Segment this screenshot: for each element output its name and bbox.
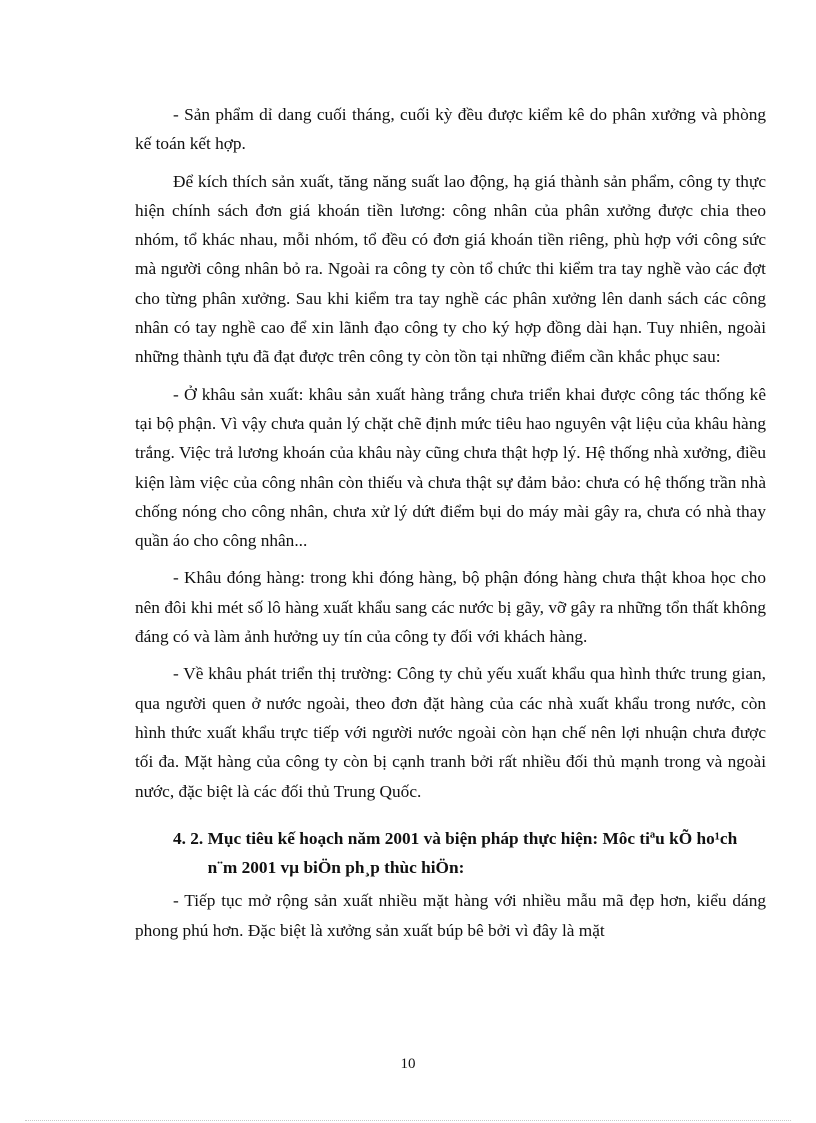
paragraph-piece-rate-wages: Để kích thích sản xuất, tăng năng suất lao động, hạ giá thành sản phẩm, công ty thực hiện chính sách đơn giá khoán tiền lương: công nhân của phân xưởng được chia theo nhóm, tổ khác nhau, mỗi nhóm, tổ đều có đơn giá khoán tiền riêng, phù hợp với công sức mà người công nhân bỏ ra. Ngoài ra công ty còn tổ chức thi kiểm tra tay nghề vào các đợt cho từng phân xưởng. Sau khi kiểm tra tay nghề các phân xưởng lên danh sách các công nhân có tay nghề cao để xin lãnh đạo công ty cho ký hợp đồng dài hạn. Tuy nhiên, ngoài những thành tựu đã đạt được trên công ty còn tồn tại những điểm cần khắc phục sau: <box>135 171 766 367</box>
section-heading <box>135 824 766 883</box>
paragraph-market-development: - Về khâu phát triển thị trường: Công ty chủ yếu xuất khẩu qua hình thức trung gian, qua người quen ở nước ngoài, theo đơn đặt hàng của các nhà xuất khẩu trong nước, còn hình thức xuất khẩu trực tiếp với người nước ngoài còn hạn chế nên lợi nhuận chưa được tối đa. Mặt hàng của công ty còn bị cạnh tranh bởi rất nhiều đối thủ mạnh trong và ngoài nước, đặc biệt là các đối thủ Trung Quốc. <box>135 664 766 801</box>
body-text <box>135 100 766 953</box>
page-number: 10 <box>400 1056 416 1072</box>
paragraph-expand-production: - Tiếp tục mở rộng sản xuất nhiều mặt hàng với nhiều mẫu mã đẹp hơn, kiểu dáng phong phú hơn. Đặc biệt là xưởng sản xuất búp bê bởi vì đây là mặt <box>135 891 766 940</box>
page-bottom-rule <box>25 1120 791 1121</box>
paragraph-packing-stage: - Khâu đóng hàng: trong khi đóng hàng, bộ phận đóng hàng chưa thật khoa học cho nên đôi khi mét số lô hàng xuất khẩu sang các nước bị gãy, vỡ gây ra những tổn thất không đáng có và làm ảnh hưởng uy tín của công ty đối với khách hàng. <box>135 568 766 647</box>
section-title: Mục tiêu kế hoạch năm 2001 và biện pháp thực hiện: Môc tiªu kÕ ho¹ch n¨m 2001 vµ biÖn ph¸p thùc hiÖn: <box>207 828 738 878</box>
paragraph-production-stage: - Ở khâu sản xuất: khâu sản xuất hàng trắng chưa triển khai được công tác thống kê tại bộ phận. Vì vậy chưa quản lý chặt chẽ định mức tiêu hao nguyên vật liệu của khâu hàng trắng. Việc trả lương khoán của khâu này cũng chưa thật hợp lý. Hệ thống nhà xưởng, điều kiện làm việc của công nhân còn thiếu và chưa thật sự đảm bảo: chưa có hệ thống trần nhà chống nóng cho công nhân, chưa xử lý dứt điểm bụi do máy mài gây ra, chưa có nhà thay quần áo cho công nhân... <box>135 384 766 551</box>
paragraph-unfinished-products: - Sản phẩm dỉ dang cuối tháng, cuối kỳ đều được kiểm kê do phân xưởng và phòng kế toán kết hợp. <box>135 105 766 154</box>
section-number: 4. 2. <box>173 828 208 848</box>
